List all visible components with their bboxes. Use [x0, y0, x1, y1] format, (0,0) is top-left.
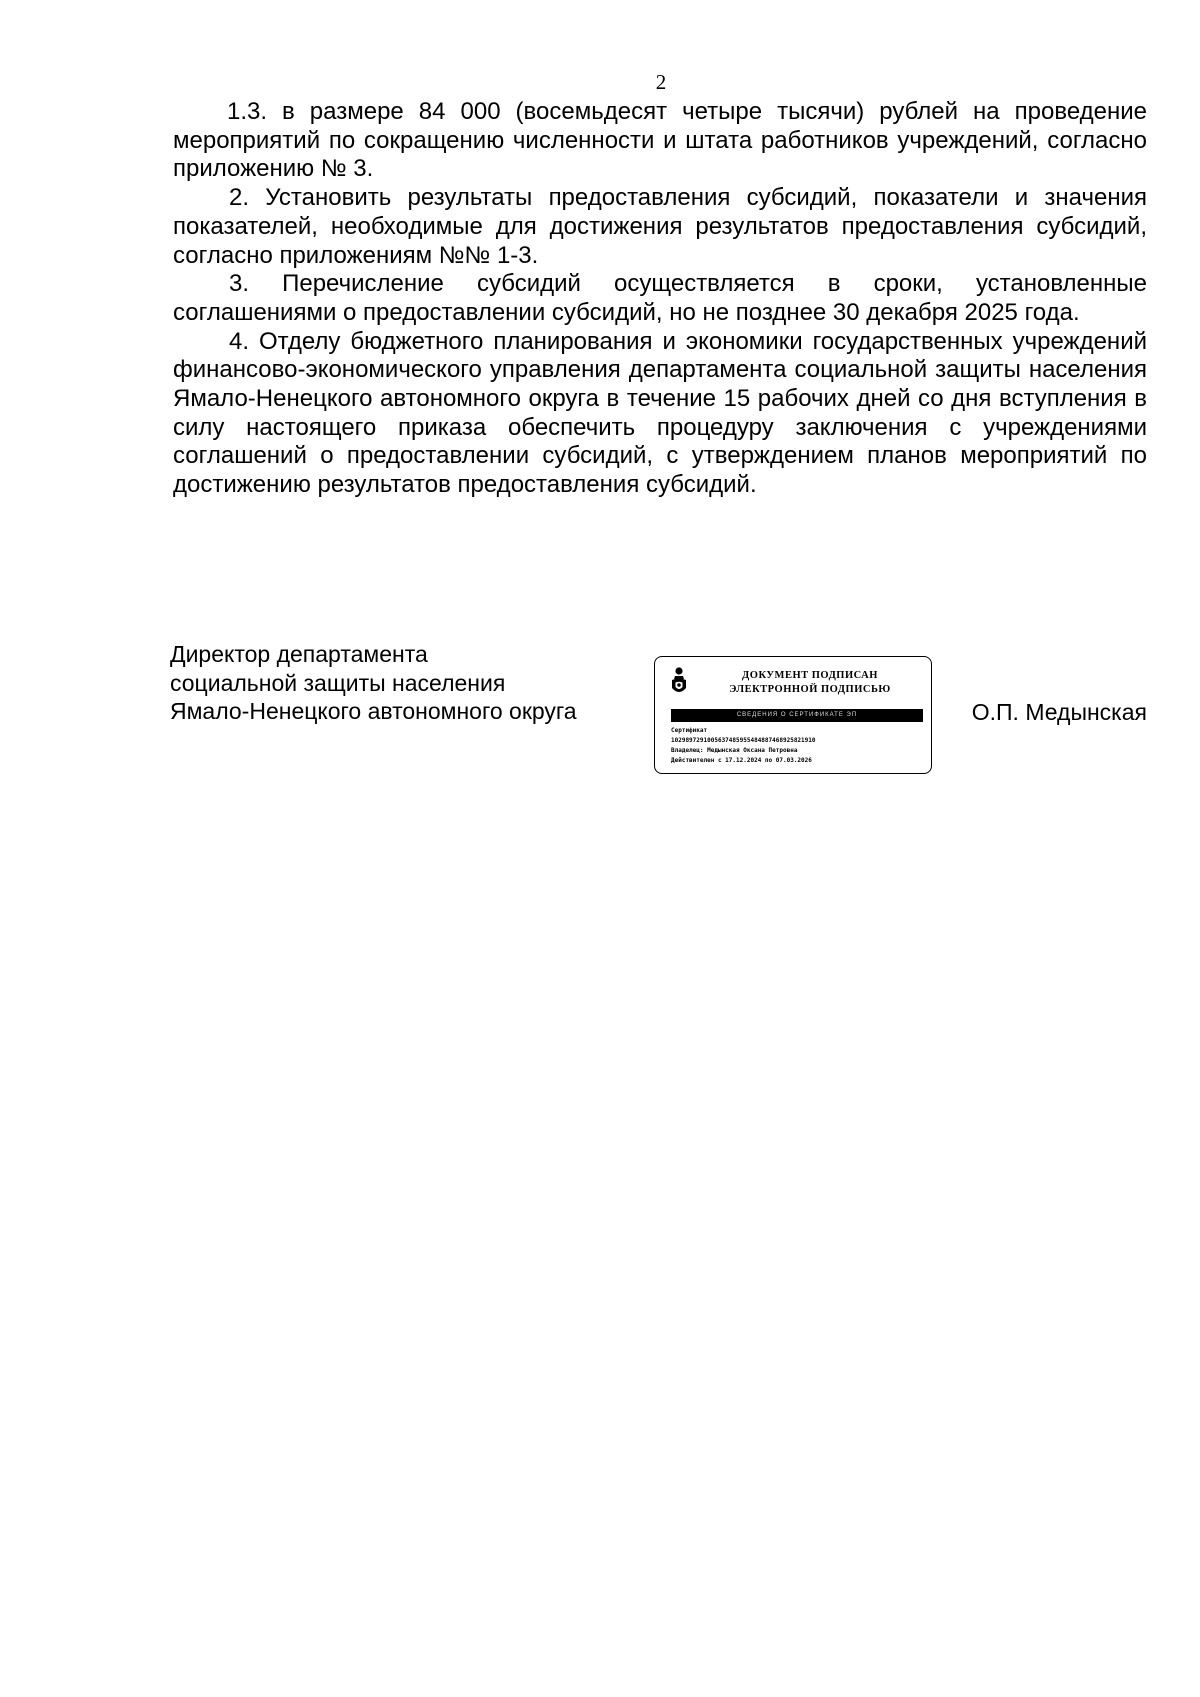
- paragraph-3: 3. Перечисление субсидий осуществляется в сроки, установленные соглашениями о предоставлении субсидий, но не позднее 30 декабря 2025 года.: [173, 270, 1147, 326]
- stamp-certificate-bar: СВЕДЕНИЯ О СЕРТИФИКАТЕ ЭП: [671, 709, 923, 722]
- stamp-cert-label: Сертификат: [671, 727, 708, 734]
- paragraph-1-3: 1.3. в размере 84 000 (восемьдесят четыре тысячи) рублей на проведение мероприятий по сокращению численности и штата работников учреждений, согласно приложению № 3.: [173, 98, 1147, 183]
- stamp-validity: Действителен с 17.12.2024 по 07.03.2026: [671, 757, 812, 764]
- coat-of-arms-icon: [669, 666, 689, 698]
- signatory-position-line: социальной защиты населения: [170, 669, 506, 696]
- document-body: [173, 98, 1147, 500]
- signatory-position-line: Ямало-Ненецкого автономного округа: [170, 698, 577, 724]
- paragraph-4: 4. Отделу бюджетного планирования и экономики государственных учреждений финансово-экономического управления департамента социальной защиты населения Ямало-Ненецкого автономного округа в течение 15 рабочих дней со дня вступления в силу настоящего приказа обеспечить процедуру заключения с учреждениями соглашений о предоставлении субсидий, с утверждением планов мероприятий по достижению результатов предоставления субсидий.: [173, 327, 1147, 499]
- signatory-position-line: Директор департамента: [170, 641, 428, 667]
- signatory-position: [170, 640, 577, 726]
- stamp-owner: Владелец: Медынская Оксана Петровна: [671, 747, 798, 754]
- stamp-details: [671, 726, 927, 766]
- stamp-cert-number: 1029897291005637485955484887468925821910: [671, 737, 816, 744]
- page-number: 2: [655, 70, 667, 94]
- stamp-header: [695, 669, 925, 697]
- stamp-header-line: ДОКУМЕНТ ПОДПИСАН: [742, 670, 878, 681]
- stamp-header-line: ЭЛЕКТРОННОЙ ПОДПИСЬЮ: [729, 684, 891, 695]
- signatory-name: О.П. Медынская: [971, 699, 1147, 725]
- electronic-signature-stamp: [654, 656, 932, 774]
- paragraph-2: 2. Установить результаты предоставления субсидий, показатели и значения показателей, необходимые для достижения результатов предоставления субсидий, согласно приложениям №№ 1-3.: [173, 184, 1147, 269]
